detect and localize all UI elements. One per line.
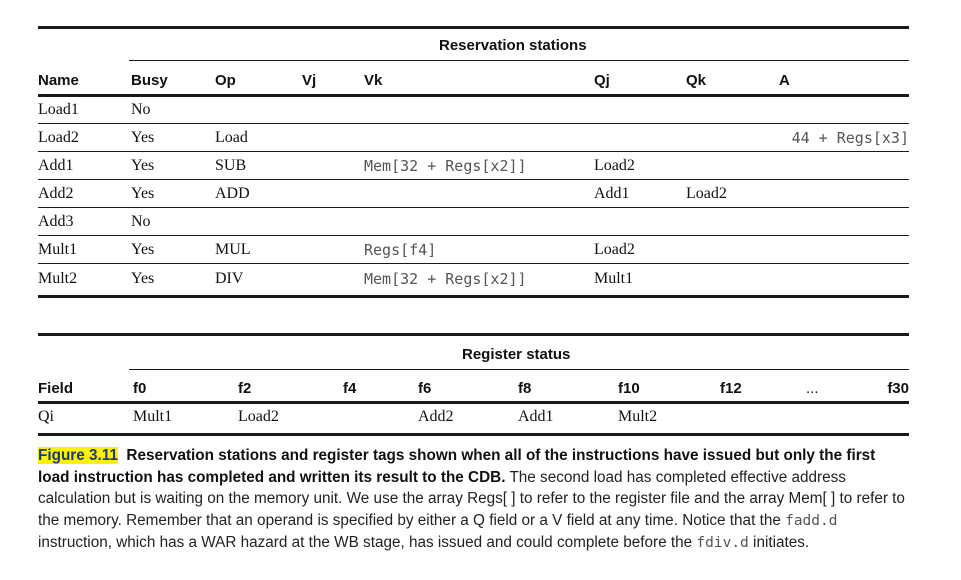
rs-cell-qj: Load2 <box>594 157 635 174</box>
rs-cell-qj: Load2 <box>594 241 635 258</box>
caption-bold-text: Reservation stations and register tags shown when all of the instructions have issued but only the first load instruction has completed and written its result to the CDB. <box>38 447 876 486</box>
reg-cell-qi-label: Qi <box>38 408 54 425</box>
reg-title-rule <box>129 369 909 370</box>
rs-header-vk: Vk <box>364 72 383 89</box>
rs-cell-name: Load1 <box>38 101 79 118</box>
rs-header-a: A <box>779 72 790 89</box>
rs-cell-name: Mult2 <box>38 270 78 287</box>
rs-top-rule <box>38 26 909 29</box>
reg-header-f6: f6 <box>418 380 432 397</box>
reg-header-field: Field <box>38 380 74 397</box>
rs-row-rule <box>38 207 909 208</box>
rs-title: Reservation stations <box>439 37 587 54</box>
reg-header-f0: f0 <box>133 380 147 397</box>
rs-cell-busy: Yes <box>131 129 155 146</box>
caption-text: instruction, which has a WAR hazard at the WB stage, has issued and could complete before the <box>38 534 693 551</box>
figure-label: Figure 3.11 <box>38 447 118 464</box>
reg-top-rule <box>38 333 909 336</box>
rs-header-vj: Vj <box>302 72 317 89</box>
reg-header-f2: f2 <box>238 380 252 397</box>
reg-cell-f6: Add2 <box>418 408 454 425</box>
rs-cell-name: Add1 <box>38 157 74 174</box>
rs-cell-name: Add3 <box>38 213 74 230</box>
rs-header-qk: Qk <box>686 72 707 89</box>
rs-cell-busy: No <box>131 101 151 118</box>
rs-cell-op: MUL <box>215 241 251 258</box>
rs-cell-busy: Yes <box>131 157 155 174</box>
rs-header-rule <box>38 94 909 97</box>
rs-cell-busy: Yes <box>131 185 155 202</box>
rs-cell-busy: Yes <box>131 241 155 258</box>
rs-cell-qj: Add1 <box>594 185 630 202</box>
rs-header-busy: Busy <box>131 72 168 89</box>
rs-cell-name: Add2 <box>38 185 74 202</box>
rs-cell-name: Mult1 <box>38 241 78 258</box>
reg-header-ellipsis: ... <box>806 380 819 397</box>
reg-cell-f10: Mult2 <box>618 408 658 425</box>
rs-cell-busy: No <box>131 213 151 230</box>
reg-bottom-rule <box>38 433 909 436</box>
rs-cell-op: ADD <box>215 185 250 202</box>
rs-cell-vk: Regs[f4] <box>364 241 437 259</box>
rs-bottom-rule <box>38 295 909 298</box>
rs-cell-vk: Mem[32 + Regs[x2]] <box>364 270 527 288</box>
rs-row-rule <box>38 151 909 152</box>
rs-cell-op: Load <box>215 129 248 146</box>
rs-row-rule <box>38 263 909 264</box>
caption-text: The second load has completed effective address calculation but is waiting on the memory unit. We use the array Regs[ ] to refer to the register file and the array Mem[ ] to refer to the memory. Remember that an operand is specified by either a Q field or a V field at any time. Notice that the <box>38 468 905 529</box>
rs-header-op: Op <box>215 72 236 89</box>
rs-row-rule <box>38 179 909 180</box>
reg-header-f30: f30 <box>887 380 909 397</box>
reg-cell-f2: Load2 <box>238 408 279 425</box>
figure-caption <box>38 445 910 555</box>
rs-cell-busy: Yes <box>131 270 155 287</box>
reg-cell-f0: Mult1 <box>133 408 173 425</box>
reg-header-f8: f8 <box>518 380 532 397</box>
rs-cell-op: SUB <box>215 157 247 174</box>
reg-header-f12: f12 <box>720 380 742 397</box>
caption-code-fdiv: fdiv.d <box>696 535 749 551</box>
rs-cell-vk: Mem[32 + Regs[x2]] <box>364 157 527 175</box>
rs-header-name: Name <box>38 72 79 89</box>
reg-cell-f8: Add1 <box>518 408 554 425</box>
rs-header-qj: Qj <box>594 72 610 89</box>
caption-text: initiates. <box>753 534 810 551</box>
rs-cell-op: DIV <box>215 270 244 287</box>
reg-title: Register status <box>462 346 571 363</box>
rs-cell-qj: Mult1 <box>594 270 634 287</box>
caption-code-fadd: fadd.d <box>785 512 838 529</box>
rs-title-rule <box>129 60 909 61</box>
rs-row-rule <box>38 123 909 124</box>
rs-row-rule <box>38 235 909 236</box>
rs-cell-name: Load2 <box>38 129 79 146</box>
reg-header-f4: f4 <box>343 380 357 397</box>
reg-header-f10: f10 <box>618 380 640 397</box>
reg-header-rule <box>38 401 909 404</box>
rs-cell-qk: Load2 <box>686 185 727 202</box>
rs-cell-a: 44 + Regs[x3] <box>791 129 909 147</box>
